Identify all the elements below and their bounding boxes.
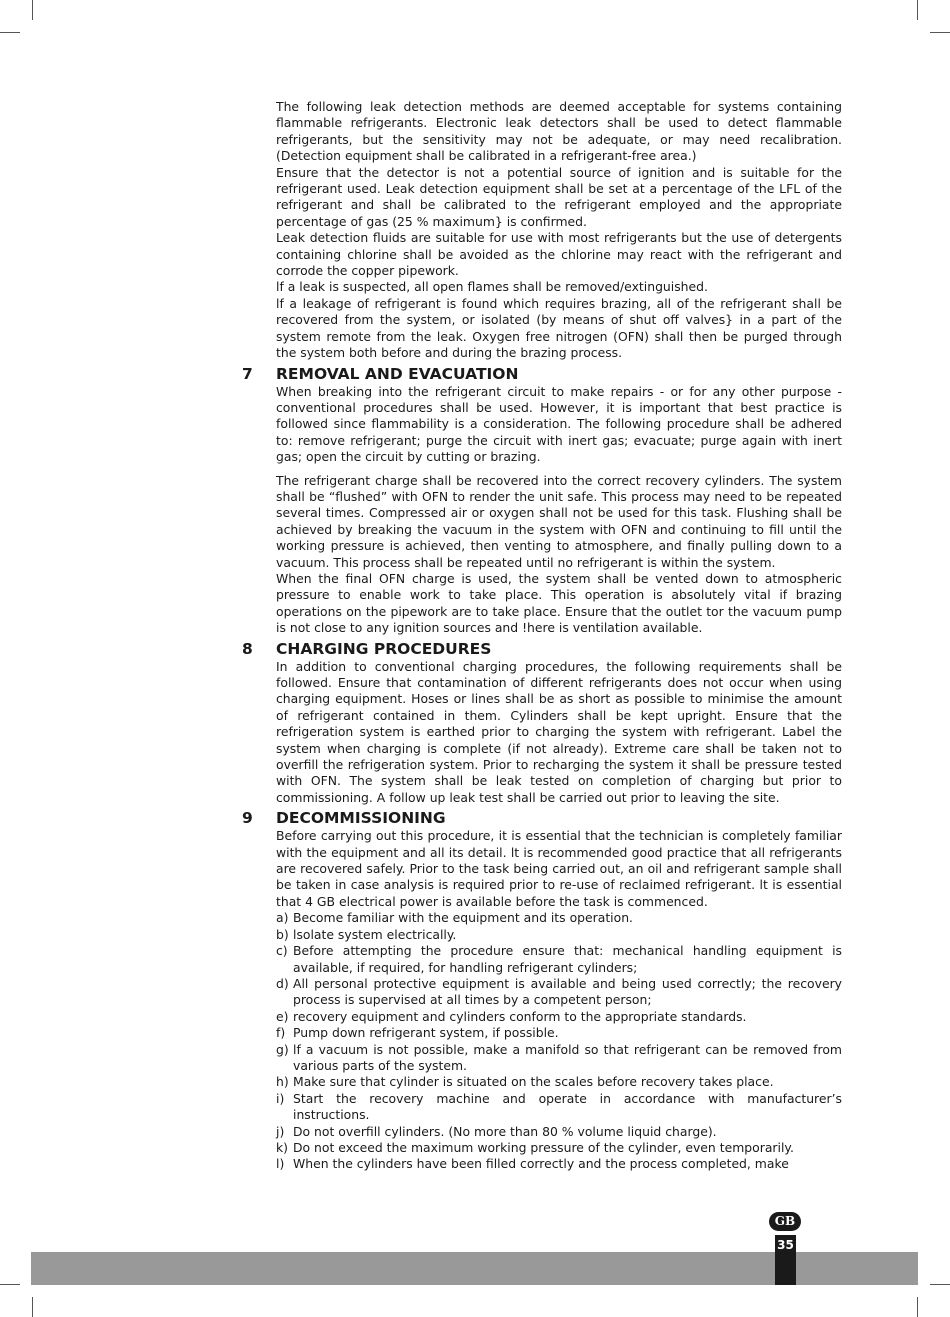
section-paragraph: When the final OFN charge is used, the system shall be vented down to atmospheric pressure to enable work to take place. This operation is absolutely vital if brazing operations on the pipework are to take place. Ensure that the outlet tor the vacuum pump is not close to any ignition sources and !here is ventilation available. [276, 570, 842, 636]
list-item-label: j) [276, 1123, 285, 1139]
list-item [276, 943, 842, 976]
crop-mark-bottom-right-h [930, 1284, 950, 1285]
crop-mark-bottom-left-h [0, 1284, 20, 1285]
crop-mark-bottom-right-v [917, 1297, 918, 1317]
list-item [276, 1025, 842, 1041]
list-item-label: h) [276, 1074, 289, 1090]
section-heading [242, 364, 842, 384]
list-item-text: lf a vacuum is not possible, make a manifold so that refrigerant can be removed from various parts of the system. [293, 1041, 842, 1073]
list-item-label: c) [276, 943, 288, 959]
section-title: DECOMMISSIONING [276, 809, 446, 828]
crop-mark-top-right-v [917, 0, 918, 20]
crop-mark-top-right-h [930, 32, 950, 33]
list-item-text: Become familiar with the equipment and its operation. [293, 910, 633, 926]
section-number: 8 [242, 639, 253, 658]
list-item-text: Do not overfill cylinders. (No more than 80 % volume liquid charge). [293, 1123, 717, 1139]
list-item-label: f) [276, 1025, 286, 1041]
page-content [242, 99, 842, 1173]
list-item [276, 1124, 842, 1140]
list-item-text: Start the recovery machine and operate in accordance with manufacturer’s instructions. [293, 1090, 842, 1123]
section-charging-procedures [242, 639, 842, 807]
intro-paragraph: Leak detection fluids are suitable for use with most refrigerants but the use of detergents containing chlorine shall be avoided as the chlorine may react with the refrigerant and corrode the copper pipework. [276, 230, 842, 279]
section-decommissioning [242, 808, 842, 1173]
list-item-label: b) [276, 926, 289, 942]
section-paragraph: In addition to conventional charging procedures, the following requirements shall be followed. Ensure that contamination of different refrigerants does not occur when using charging equipment. Hoses or lines shall be as short as possible to minimise the amount of refrigerant contained in them. Cylinders shall be kept upright. Ensure that the refrigeration system is earthed prior to charging the system with refrigerant. Label the system when charging is complete (if not already). Extreme care shall be taken not to overfill the refrigeration system. Prior to recharging the system it shall be pressure tested with OFN. The system shall be leak tested on completion of charging but prior to commissioning. A follow up leak test shall be carried out prior to leaving the site. [276, 658, 842, 805]
page-number: 35 [777, 1238, 794, 1252]
list-item [276, 910, 842, 926]
crop-mark-top-left-h [0, 32, 20, 33]
list-item [276, 927, 842, 943]
list-item-text: Before attempting the procedure ensure that: mechanical handling equipment is available, if required, for handling refrigerant cylinders; [293, 943, 842, 975]
section-paragraph: When breaking into the refrigerant circuit to make repairs - or for any other purpose - conventional procedures shall be used. However, it is important that best practice is followed since flammability is a consideration. The following procedure shall be adhered to: remove refrigerant; purge the circuit with inert gas; evacuate; purge again with inert gas; open the circuit by cutting or brazing. [276, 383, 842, 465]
list-item-label: k) [276, 1139, 289, 1155]
list-item-label: d) [276, 975, 289, 991]
list-item [276, 1156, 842, 1172]
list-item-label: g) [276, 1041, 289, 1057]
intro-block [276, 99, 842, 362]
list-item [276, 976, 842, 1009]
section-paragraph: The refrigerant charge shall be recovered into the correct recovery cylinders. The system shall be “flushed” with OFN to render the unit safe. This process may need to be repeated several times. Compressed air or oxygen shall not be used for this task. Flushing shall be achieved by breaking the vacuum in the system with OFN and continuing to fill until the working pressure is achieved, then venting to atmosphere, and finally pulling down to a vacuum. This process shall be repeated until no refrigerant is within the system. [276, 472, 842, 570]
list-item-text: recovery equipment and cylinders conform to the appropriate standards. [293, 1008, 747, 1024]
list-item-text: When the cylinders have been filled correctly and the process completed, make [293, 1156, 789, 1172]
section-title: REMOVAL AND EVACUATION [276, 364, 519, 383]
section-title: CHARGING PROCEDURES [276, 639, 492, 658]
list-item-label: a) [276, 910, 289, 926]
crop-mark-bottom-left-v [32, 1297, 33, 1317]
section-heading [242, 808, 842, 828]
intro-paragraph: lf a leak is suspected, all open flames shall be removed/extinguished. [276, 279, 708, 295]
list-item [276, 1042, 842, 1075]
list-item [276, 1140, 842, 1156]
section-removal-evacuation [242, 364, 842, 637]
section-heading [242, 639, 842, 659]
intro-paragraph: The following leak detection methods are deemed acceptable for systems containing flammable refrigerants. Electronic leak detectors shall be used to detect flammable refrigerants, but the sensitivity may not be adequate, or may need recalibration. (Detection equipment shall be calibrated in a refrigerant-free area.) [276, 99, 842, 164]
list-item-text: Do not exceed the maximum working pressure of the cylinder, even temporarily. [293, 1139, 794, 1155]
list-item-text: lsolate system electrically. [293, 926, 457, 942]
crop-mark-top-left-v [32, 0, 33, 20]
list-item [276, 1009, 842, 1025]
decommissioning-steps [276, 910, 842, 1173]
list-item-label: l) [276, 1156, 285, 1172]
list-item [276, 1074, 842, 1090]
intro-paragraph: lf a leakage of refrigerant is found which requires brazing, all of the refrigerant shall be recovered from the system, or isolated (by means of shut off valves} in a part of the system remote from the leak. Oxygen free nitrogen (OFN) shall then be purged through the system both before and during the brazing process. [276, 295, 842, 361]
section-number: 9 [242, 809, 253, 828]
list-item [276, 1091, 842, 1124]
section-paragraph: Before carrying out this procedure, it is essential that the technician is completely familiar with the equipment and all its detail. lt is recommended good practice that all refrigerants are recovered safely. Prior to the task being carried out, an oil and refrigerant sample shall be taken in case analysis is required prior to re-use of reclaimed refrigerant. lt is essential that 4 GB electrical power is available before the task is commenced. [276, 828, 842, 909]
list-item-text: Pump down refrigerant system, if possible. [293, 1025, 559, 1041]
list-item-text: Make sure that cylinder is situated on the scales before recovery takes place. [293, 1074, 774, 1090]
list-item-label: e) [276, 1008, 289, 1024]
intro-paragraph: Ensure that the detector is not a potential source of ignition and is suitable for the refrigerant used. Leak detection equipment shall be set at a percentage of the LFL of the refrigerant and shall be calibrated to the refrigerant employed and the appropriate percentage of gas (25 % maximum} is confirmed. [276, 164, 842, 229]
list-item-text: All personal protective equipment is available and being used correctly; the recovery process is supervised at all times by a competent person; [293, 975, 842, 1008]
language-badge: GB [769, 1212, 801, 1231]
section-number: 7 [242, 364, 253, 383]
list-item-label: i) [276, 1090, 285, 1106]
